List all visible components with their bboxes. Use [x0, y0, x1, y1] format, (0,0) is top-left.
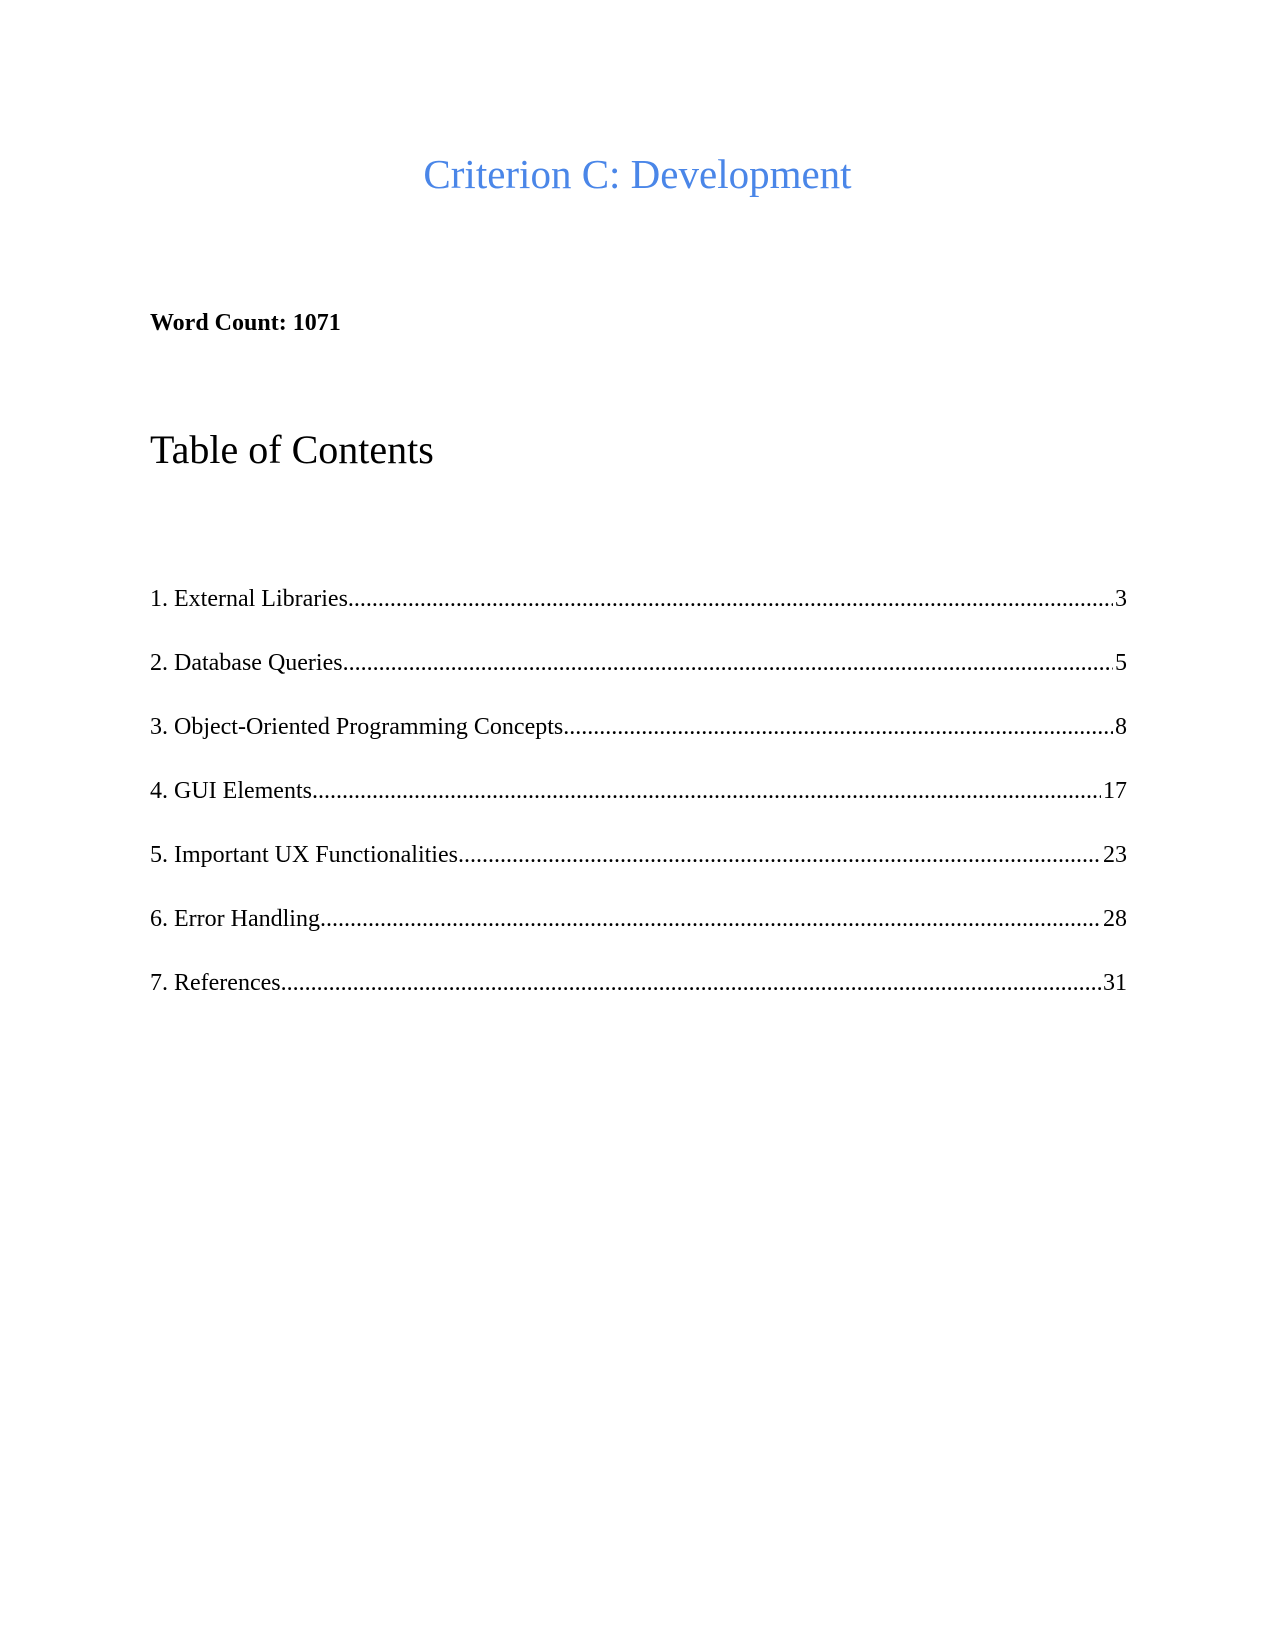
toc-entry-title: 2. Database Queries — [150, 650, 343, 676]
toc-leader-dots — [348, 584, 1113, 614]
toc-entry-page: 8 — [1115, 714, 1127, 740]
toc-entry-page: 17 — [1103, 778, 1127, 804]
toc-entry-page: 31 — [1103, 970, 1127, 996]
toc-entry-page: 28 — [1103, 906, 1127, 932]
toc-entry-page: 5 — [1115, 650, 1127, 676]
toc-leader-dots — [563, 712, 1113, 742]
toc-entry-title: 5. Important UX Functionalities — [150, 842, 458, 868]
toc-leader-dots — [281, 968, 1101, 998]
toc-entry-page: 23 — [1103, 842, 1127, 868]
toc-entry-external-libraries[interactable] — [150, 584, 1127, 648]
toc-entry-gui-elements[interactable] — [150, 776, 1127, 840]
toc-entry-references[interactable] — [150, 968, 1127, 1032]
toc-leader-dots — [343, 648, 1113, 678]
toc-entry-title: 6. Error Handling — [150, 906, 320, 932]
toc-entry-ux-functionalities[interactable] — [150, 840, 1127, 904]
toc-leader-dots — [320, 904, 1101, 934]
toc-heading: Table of Contents — [150, 427, 434, 472]
toc-entry-title: 4. GUI Elements — [150, 778, 312, 804]
word-count: Word Count: 1071 — [150, 310, 341, 336]
toc-entry-oop-concepts[interactable] — [150, 712, 1127, 776]
toc-entry-page: 3 — [1115, 586, 1127, 612]
toc-entry-title: 1. External Libraries — [150, 586, 348, 612]
toc-entry-error-handling[interactable] — [150, 904, 1127, 968]
toc-entry-database-queries[interactable] — [150, 648, 1127, 712]
toc-leader-dots — [458, 840, 1101, 870]
toc-leader-dots — [312, 776, 1101, 806]
toc-entry-title: 3. Object-Oriented Programming Concepts — [150, 714, 564, 740]
toc-entry-title: 7. References — [150, 970, 281, 996]
document-title: Criterion C: Development — [423, 151, 852, 197]
table-of-contents — [150, 584, 1127, 1032]
